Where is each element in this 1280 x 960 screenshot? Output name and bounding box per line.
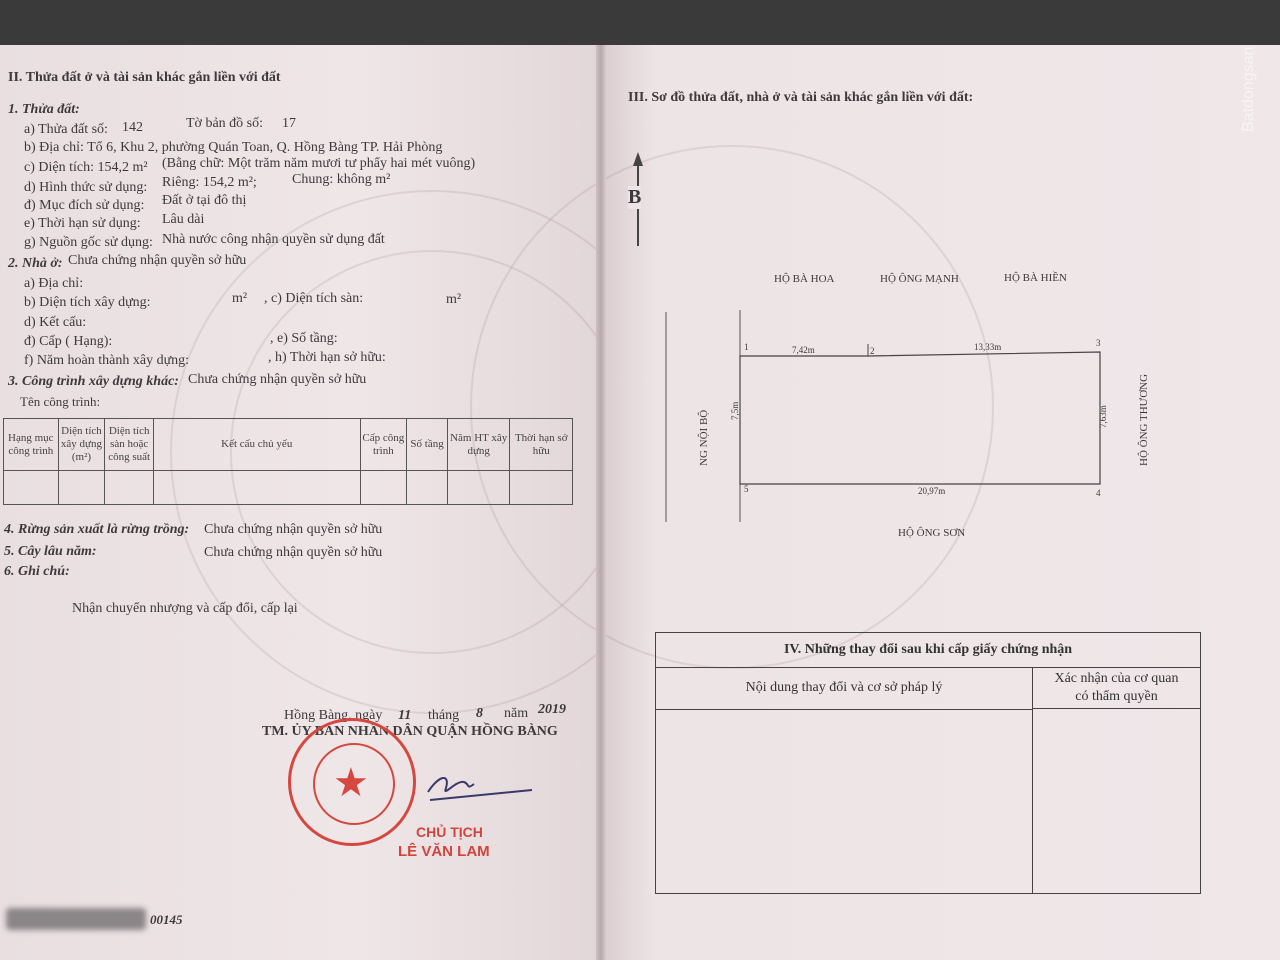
redacted-serial — [6, 908, 146, 930]
s2-heading: 2. Nhà ở: — [8, 256, 63, 271]
purpose-label: đ) Mục đích sử dụng: — [24, 198, 145, 213]
col-dien-tich-san: Diện tích sàn hoặc công suất — [105, 419, 154, 471]
s4-value: Chưa chứng nhận quyền sở hữu — [204, 522, 383, 537]
dim-5-1: 7,5m — [730, 401, 740, 420]
official-seal — [288, 718, 416, 846]
construction-name-label: Tên công trình: — [20, 394, 101, 409]
s6-heading: 6. Ghi chú: — [4, 564, 70, 579]
north-label: B — [628, 186, 642, 208]
table-cell — [510, 471, 573, 505]
neighbor-top-3: HỘ BÀ HIỀN — [1004, 272, 1067, 284]
watermark: Batdongsan — [1240, 46, 1257, 132]
structure-label: d) Kết cấu: — [24, 315, 87, 330]
dim-1-2: 7,42m — [792, 345, 815, 355]
table-cell — [360, 471, 407, 505]
sign-year: 2019 — [538, 702, 566, 717]
construction-table — [3, 418, 573, 505]
dim-2-3: 13,33m — [974, 342, 1002, 352]
origin-label: g) Nguồn gốc sử dụng: — [24, 235, 153, 250]
sign-month-label: tháng — [428, 708, 460, 723]
map-sheet-value: 17 — [282, 116, 296, 131]
dim-3-4: 7,63m — [1098, 405, 1108, 428]
s3-heading: 3. Công trình xây dựng khác: — [8, 374, 179, 389]
page-fold — [596, 45, 606, 960]
col-dien-tich-xd: Diện tích xây dựng (m²) — [58, 419, 105, 471]
sign-year-label: năm — [504, 706, 529, 721]
neighbor-top-2: HỘ ÔNG MẠNH — [880, 273, 959, 285]
s1-heading: 1. Thửa đất: — [8, 102, 80, 117]
serial-number: 00145 — [150, 912, 183, 927]
sign-month: 8 — [476, 706, 483, 721]
origin-value: Nhà nước công nhận quyền sử dụng đất — [162, 232, 385, 247]
s6-value: Nhận chuyển nhượng và cấp đổi, cấp lại — [72, 601, 298, 616]
changes-table — [655, 632, 1201, 894]
seal-star-ring — [313, 743, 395, 825]
changes-col-confirm-line2: có thẩm quyền — [1075, 689, 1158, 704]
dim-4-5: 20,97m — [918, 486, 946, 496]
sign-day: 11 — [398, 708, 412, 723]
table-cell — [58, 471, 105, 505]
sign-place: Hồng Bàng, ngày — [284, 708, 383, 723]
col-ket-cau: Kết cấu chủ yếu — [154, 419, 361, 471]
col-hang-muc: Hạng mục công trình — [4, 419, 59, 471]
signature-icon — [420, 768, 540, 808]
seal-star-icon: ★ — [333, 760, 369, 805]
sign-position: CHỦ TỊCH — [416, 824, 483, 840]
map-sheet-label: Tờ bản đồ số: — [186, 116, 264, 131]
parcel-diagram — [660, 300, 1120, 530]
house-address: a) Địa chỉ: — [24, 276, 84, 291]
usage-common: Chung: không m² — [292, 172, 391, 187]
point-2: 2 — [870, 346, 875, 356]
floor-area-unit: m² — [446, 292, 462, 307]
changes-divider — [1032, 709, 1033, 893]
table-cell — [105, 471, 154, 505]
col-thoi-han: Thời hạn sở hữu — [510, 419, 573, 471]
sign-authority: TM. ỦY BAN NHÂN DÂN QUẬN HỒNG BÀNG — [262, 724, 558, 739]
table-cell — [447, 471, 510, 505]
section-2-title: II. Thửa đất ở và tài sản khác gắn liền với đất — [8, 70, 281, 85]
col-nam-ht: Năm HT xây dựng — [447, 419, 510, 471]
neighbor-left-road: NG NỘI BỘ — [698, 409, 710, 466]
neighbor-right: HỘ ÔNG THƯƠNG — [1138, 373, 1150, 466]
usage-private: Riêng: 154,2 m²; — [162, 175, 257, 190]
col-so-tang: Số tầng — [407, 419, 448, 471]
col-cap: Cấp công trình — [360, 419, 407, 471]
neighbor-bottom: HỘ ÔNG SƠN — [898, 527, 966, 539]
point-5: 5 — [744, 484, 749, 494]
s5-value: Chưa chứng nhận quyền sở hữu — [204, 545, 383, 560]
changes-col-content: Nội dung thay đổi và cơ sở pháp lý — [656, 667, 1033, 710]
floor-area-label: , c) Diện tích sàn: — [264, 291, 364, 306]
area-words: (Bằng chữ: Một trăm năm mươi tư phẩy hai mét vuông) — [162, 156, 476, 171]
sign-name: LÊ VĂN LAM — [398, 843, 490, 860]
ownership-term-label: , h) Thời hạn sở hữu: — [268, 350, 386, 365]
s5-heading: 5. Cây lâu năm: — [4, 544, 97, 559]
changes-title: IV. Những thay đổi sau khi cấp giấy chứng nhận — [656, 633, 1200, 668]
changes-col-confirm — [1033, 667, 1200, 709]
table-cell — [154, 471, 361, 505]
address-line: b) Địa chỉ: Tổ 6, Khu 2, phường Quán Toan, Q. Hồng Bàng TP. Hải Phòng — [24, 140, 443, 155]
parcel-number-value: 142 — [122, 120, 143, 135]
s2-value: Chưa chứng nhận quyền sở hữu — [68, 253, 247, 268]
completion-year-label: f) Năm hoàn thành xây dựng: — [24, 353, 190, 368]
point-4: 4 — [1096, 488, 1101, 498]
purpose-value: Đất ở tại đô thị — [162, 193, 247, 208]
built-area-label: b) Diện tích xây dựng: — [24, 295, 151, 310]
parcel-number-label: a) Thửa đất số: — [24, 122, 108, 137]
floors-label: , e) Số tầng: — [270, 331, 338, 346]
section-3-title: III. Sơ đồ thửa đất, nhà ở và tài sản khác gắn liền với đất: — [628, 90, 974, 105]
s3-value: Chưa chứng nhận quyền sở hữu — [188, 372, 367, 387]
term-label: e) Thời hạn sử dụng: — [24, 216, 141, 231]
table-cell — [4, 471, 59, 505]
point-3: 3 — [1096, 338, 1101, 348]
point-1: 1 — [744, 342, 749, 352]
changes-col-confirm-line1: Xác nhận của cơ quan — [1054, 671, 1179, 686]
s4-heading: 4. Rừng sản xuất là rừng trồng: — [4, 522, 190, 537]
grade-label: đ) Cấp ( Hạng): — [24, 334, 113, 349]
term-value: Lâu dài — [162, 212, 205, 227]
table-cell — [407, 471, 448, 505]
built-area-unit: m² — [232, 291, 248, 306]
area-label: c) Diện tích: 154,2 m² — [24, 160, 148, 175]
usage-form-label: d) Hình thức sử dụng: — [24, 180, 148, 195]
neighbor-top-1: HỘ BÀ HOA — [774, 273, 835, 285]
